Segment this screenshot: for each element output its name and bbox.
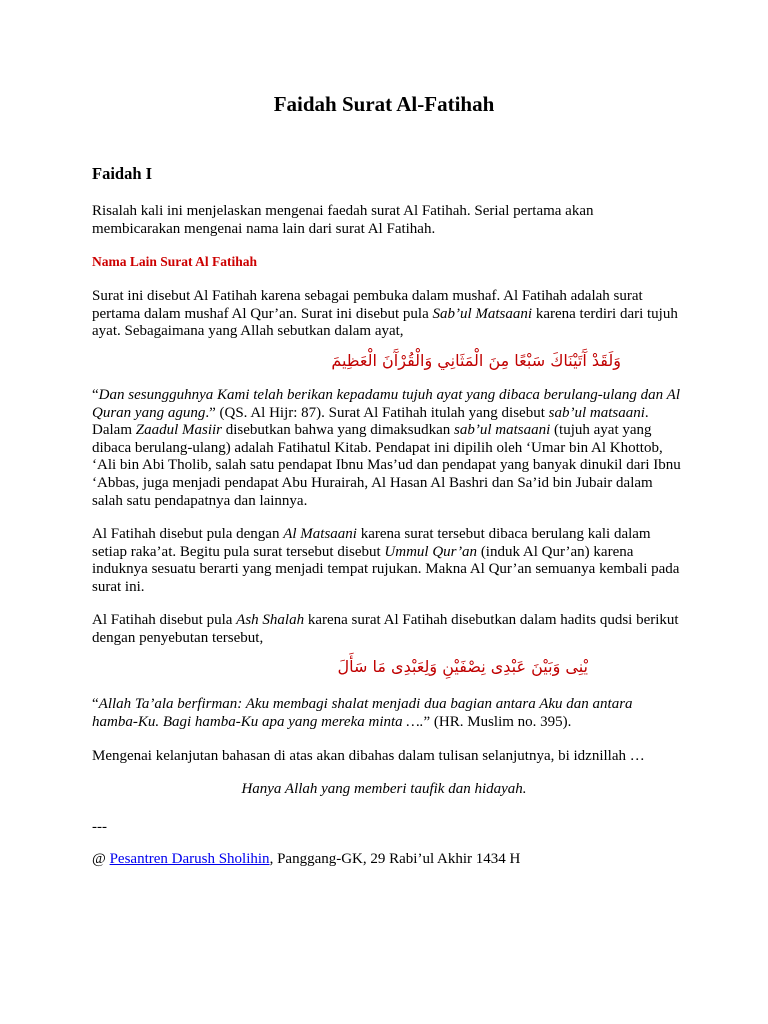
p2-text-h: (tujuh ayat yang dibaca berulang-ulang) adalah Fatihatul Kitab. Pendapat ini dipilih oleh ‘Umar bin Al Khottob, ‘Ali bin Abi Tholib, salah satu pendapat Ibnu Mas’ud dan pendapat yang banyak dinukil dari Ibnu ‘Abbas, juga menjadi pendapat Abu Hurairah, Al Hasan Al Bashri dan Sa’id bin Jubair dalam salah satu pendapatnya dan lainnya. <box>92 422 681 509</box>
intro-text: Risalah kali ini menjelaskan mengenai faedah surat Al Fatihah. Serial pertama akan membicarakan mengenai nama lain dari surat Al Fatihah. <box>92 203 594 237</box>
p1-text-c: karena terdiri dari tujuh ayat. Sebagaimana yang Allah sebutkan dalam ayat, <box>92 305 678 340</box>
p1-text-a: Surat ini disebut Al Fatihah karena sebagai pembuka dalam mushaf. Al Fatihah adalah surat pertama dalam mushaf Al Qur’an. Surat ini disebut pula <box>92 288 643 322</box>
arabic-verse-hijr-87: وَلَقَدْ آَتَيْنَاكَ سَبْعًا مِنَ الْمَثَانِي وَالْقُرْآَنَ الْعَظِيمَ <box>331 351 621 370</box>
p2-term-1: sab’ul matsaani <box>548 404 645 421</box>
p2-text-b: .” (QS. Al Hijr: 87). Surat Al Fatihah itulah yang disebut <box>205 404 549 421</box>
p2-text-d: . Dalam <box>92 404 649 439</box>
page-title: Faidah Surat Al-Fatihah <box>273 92 495 116</box>
p5-hadith-translation: Allah Ta’ala berfirman: Aku membagi shalat menjadi dua bagian antara Aku dan antara hamba-Ku. Bagi hamba-Ku apa yang mereka minta …. <box>92 696 633 730</box>
section-heading: Faidah I <box>92 164 153 183</box>
p3-text-a: Al Fatihah disebut pula dengan <box>92 526 284 542</box>
paragraph-4 <box>92 612 682 647</box>
paragraph-1 <box>92 288 682 341</box>
p2-verse-translation: Dan sesungguhnya Kami telah berikan kepadamu tujuh ayat yang dibaca berulang-ulang dan Al Quran yang agung <box>92 387 680 421</box>
pesantren-link[interactable]: Pesantren Darush Sholihin <box>109 851 270 867</box>
p3-text-e: (induk Al Qur’an) karena induknya sesuatu berarti yang menjadi tempat rujukan. Makna Al Qur’an semuanya kembali pada surat ini. <box>92 543 680 595</box>
intro-paragraph <box>92 203 682 238</box>
paragraph-3 <box>92 526 682 596</box>
paragraph-5 <box>92 696 682 731</box>
separator: --- <box>92 819 107 835</box>
p3-term-ummul-quran: Ummul Qur’an <box>384 543 478 560</box>
arabic-hadith-qudsi: يْنِى وَبَيْنَ عَبْدِى نِصْفَيْنِ وَلِعَبْدِى مَا سَأَلَ <box>337 657 588 676</box>
subheading-nama-lain: Nama Lain Surat Al Fatihah <box>92 254 258 269</box>
paragraph-6 <box>92 748 682 766</box>
p4-term-ash-shalah: Ash Shalah <box>236 612 305 628</box>
p4-text-c: karena surat Al Fatihah disebutkan dalam hadits qudsi berikut dengan penyebutan tersebut, <box>92 612 679 646</box>
p2-book-zaadul-masiir: Zaadul Masiir <box>135 422 222 439</box>
p3-term-al-matsaani: Al Matsaani <box>283 526 357 542</box>
p5-quote-open: “ <box>92 696 99 712</box>
p6-text: Mengenai kelanjutan bahasan di atas akan dibahas dalam tulisan selanjutnya, bi idznillah … <box>92 748 645 764</box>
footer-suffix: , Panggang-GK, 29 Rabi’ul Akhir 1434 H <box>269 851 521 867</box>
p5-citation: ” (HR. Muslim no. 395). <box>423 713 572 730</box>
footer-prefix: @ <box>92 851 110 867</box>
p4-text-a: Al Fatihah disebut pula <box>92 612 237 628</box>
closing-line: Hanya Allah yang memberi taufik dan hidayah. <box>241 781 527 797</box>
p2-text-f: disebutkan bahwa yang dimaksudkan <box>222 422 455 439</box>
p3-text-c: karena surat tersebut dibaca berulang kali dalam setiap raka’at. Begitu pula surat tersebut disebut <box>92 526 651 560</box>
p2-term-2: sab’ul matsaani <box>454 422 551 439</box>
p2-quote-open: “ <box>92 387 99 403</box>
p1-term-sabul-matsaani: Sab’ul Matsaani <box>432 305 533 322</box>
paragraph-2 <box>92 387 682 510</box>
footer-signature <box>92 850 520 868</box>
